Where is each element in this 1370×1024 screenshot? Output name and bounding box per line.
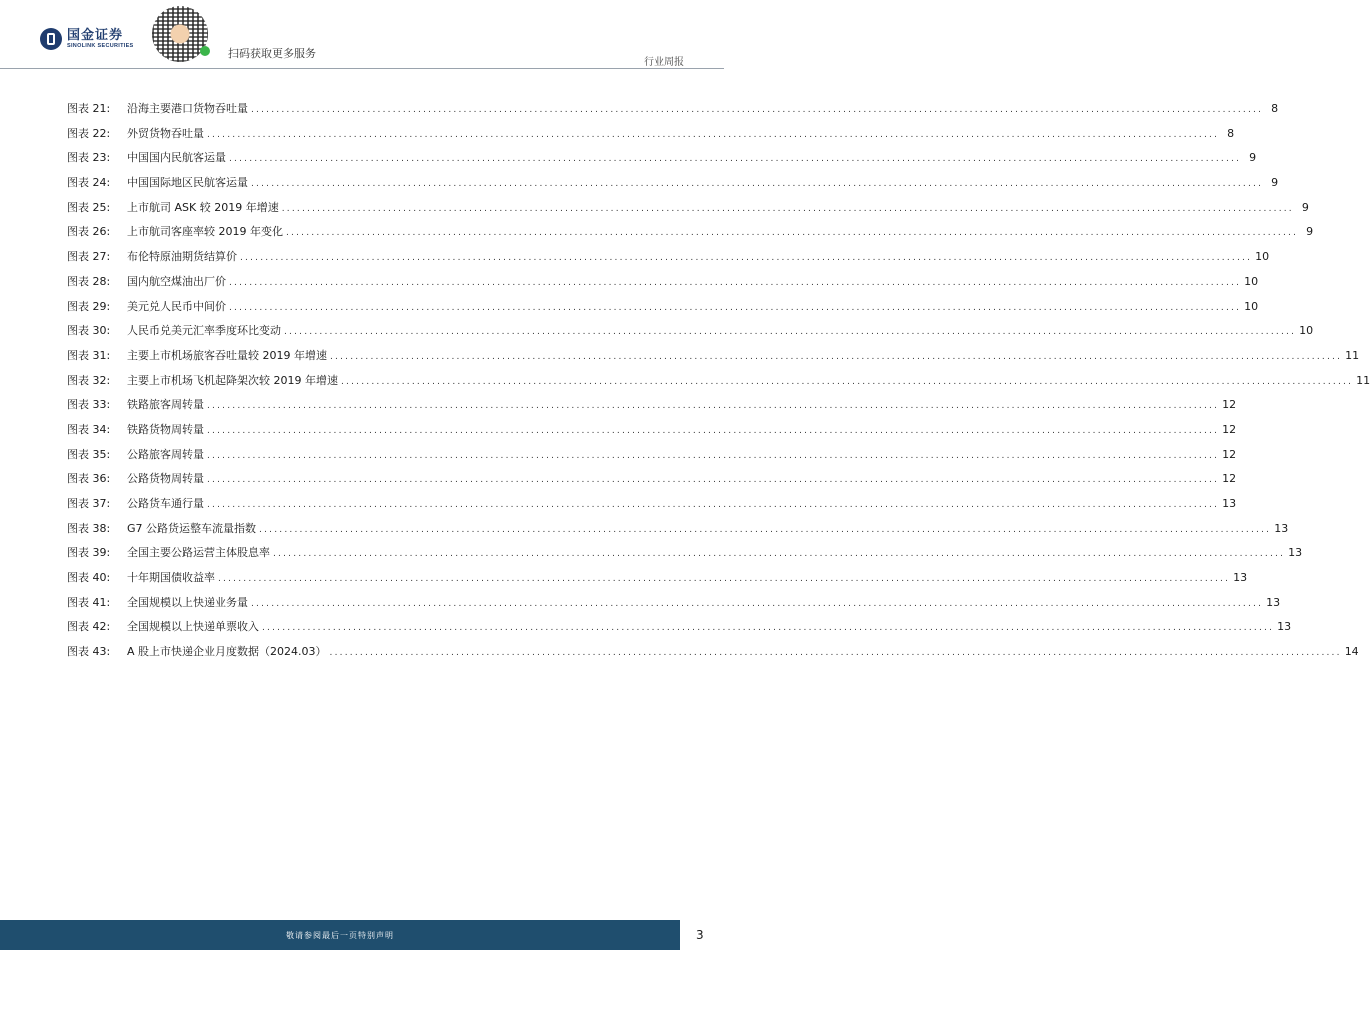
toc-leader-dots: ........................................................................................................................................................................................................ bbox=[229, 154, 1242, 165]
logo-english-name: SINOLINK SECURITIES bbox=[67, 42, 134, 49]
toc-entry-label: 图表 23: bbox=[67, 151, 111, 165]
toc-leader-dots: ........................................................................................................................................................................................................ bbox=[229, 302, 1242, 313]
table-of-figures bbox=[67, 100, 1370, 668]
toc-leader-dots: ........................................................................................................................................................................................................ bbox=[218, 574, 1231, 585]
toc-leader-dots: ........................................................................................................................................................................................................ bbox=[329, 648, 1342, 659]
wechat-badge-icon bbox=[200, 46, 210, 56]
toc-entry-page: 9 bbox=[1306, 225, 1314, 239]
toc-entry-label: 图表 29: bbox=[67, 299, 111, 313]
toc-entry-label: 图表 36: bbox=[67, 472, 111, 486]
toc-entry-title: 中国国际地区民航客运量 bbox=[127, 176, 248, 190]
toc-entry-page: 13 bbox=[1274, 521, 1289, 535]
toc-entry-label: 图表 32: bbox=[67, 373, 111, 387]
toc-entry-page: 13 bbox=[1277, 620, 1292, 634]
toc-entry[interactable] bbox=[67, 347, 1360, 372]
toc-entry[interactable] bbox=[67, 495, 1237, 520]
toc-entry-label: 图表 26: bbox=[67, 225, 111, 239]
toc-entry-title: 全国主要公路运营主体股息率 bbox=[127, 546, 270, 560]
toc-entry[interactable] bbox=[67, 569, 1248, 594]
toc-entry-label: 图表 22: bbox=[67, 126, 111, 140]
toc-entry[interactable] bbox=[67, 149, 1257, 174]
toc-entry-label: 图表 33: bbox=[67, 398, 111, 412]
toc-entry-label: 图表 39: bbox=[67, 546, 111, 560]
toc-entry-label: 图表 31: bbox=[67, 348, 111, 362]
toc-entry-page: 8 bbox=[1271, 102, 1279, 115]
toc-entry-page: 10 bbox=[1255, 250, 1270, 264]
toc-entry-label: 图表 42: bbox=[67, 620, 111, 634]
toc-entry[interactable] bbox=[67, 322, 1314, 347]
toc-leader-dots: ........................................................................................................................................................................................................ bbox=[207, 500, 1220, 510]
qr-code-icon bbox=[152, 6, 208, 62]
toc-entry-label: 图表 43: bbox=[67, 645, 111, 659]
toc-entry-page: 12 bbox=[1222, 398, 1237, 412]
toc-entry[interactable] bbox=[67, 470, 1237, 495]
toc-entry-label: 图表 37: bbox=[67, 497, 111, 510]
toc-entry-label: 图表 21: bbox=[67, 102, 111, 115]
toc-entry-title: 上市航司客座率较 2019 年变化 bbox=[127, 225, 283, 239]
toc-leader-dots: ........................................................................................................................................................................................................ bbox=[240, 253, 1253, 264]
toc-entry-page: 11 bbox=[1356, 373, 1370, 387]
toc-entry-title: 全国规模以上快递业务量 bbox=[127, 595, 248, 609]
toc-leader-dots: ........................................................................................................................................................................................................ bbox=[262, 623, 1275, 634]
toc-leader-dots: ........................................................................................................................................................................................................ bbox=[207, 450, 1220, 461]
toc-entry-title: 沿海主要港口货物吞吐量 bbox=[127, 102, 248, 115]
footer-disclaimer: 敬请参阅最后一页特别声明 bbox=[286, 930, 394, 940]
toc-entry-label: 图表 41: bbox=[67, 595, 111, 609]
toc-entry-page: 13 bbox=[1266, 595, 1281, 609]
sinolink-logo-icon bbox=[40, 28, 62, 50]
toc-entry-title: G7 公路货运整车流量指数 bbox=[127, 521, 257, 535]
toc-entry-title: 全国规模以上快递单票收入 bbox=[127, 620, 259, 634]
footer-bar bbox=[0, 920, 680, 950]
toc-leader-dots: ........................................................................................................................................................................................................ bbox=[341, 376, 1354, 387]
toc-entry-label: 图表 24: bbox=[67, 176, 111, 190]
toc-leader-dots: ........................................................................................................................................................................................................ bbox=[330, 351, 1343, 362]
toc-entry[interactable] bbox=[67, 446, 1237, 471]
toc-entry-label: 图表 25: bbox=[67, 200, 111, 214]
toc-leader-dots: ........................................................................................................................................................................................................ bbox=[286, 228, 1299, 239]
toc-leader-dots: ........................................................................................................................................................................................................ bbox=[281, 203, 1294, 214]
toc-entry-title: 主要上市机场旅客吞吐量较 2019 年增速 bbox=[127, 348, 327, 362]
toc-entry-page: 8 bbox=[1227, 126, 1235, 140]
toc-entry-title: 主要上市机场飞机起降架次较 2019 年增速 bbox=[127, 373, 338, 387]
toc-entry[interactable] bbox=[67, 248, 1270, 273]
toc-entry-title: 公路货车通行量 bbox=[127, 497, 204, 510]
toc-entry-title: 中国国内民航客运量 bbox=[127, 151, 226, 165]
toc-entry-title: 上市航司 ASK 较 2019 年增速 bbox=[127, 200, 279, 214]
toc-entry[interactable] bbox=[67, 125, 1235, 150]
toc-entry-page: 12 bbox=[1222, 447, 1237, 461]
toc-entry-page: 9 bbox=[1301, 200, 1309, 214]
sinolink-logo bbox=[40, 28, 134, 50]
toc-entry-page: 13 bbox=[1233, 571, 1248, 585]
toc-entry-page: 13 bbox=[1288, 546, 1303, 560]
toc-entry-title: 十年期国债收益率 bbox=[127, 571, 215, 585]
page-number: 3 bbox=[696, 928, 704, 942]
toc-leader-dots: ........................................................................................................................................................................................................ bbox=[259, 524, 1272, 535]
toc-entry-page: 11 bbox=[1345, 348, 1360, 362]
toc-entry[interactable] bbox=[67, 594, 1281, 619]
toc-entry-page: 12 bbox=[1222, 422, 1237, 436]
toc-leader-dots: ........................................................................................................................................................................................................ bbox=[251, 179, 1264, 190]
toc-entry-page: 10 bbox=[1244, 299, 1259, 313]
logo-chinese-name: 国金证券 bbox=[67, 27, 124, 43]
toc-entry[interactable] bbox=[67, 421, 1237, 446]
toc-leader-dots: ........................................................................................................................................................................................................ bbox=[207, 129, 1220, 140]
toc-entry-title: 人民币兑美元汇率季度环比变动 bbox=[127, 324, 281, 338]
toc-entry[interactable] bbox=[67, 396, 1237, 421]
toc-entry-title: 布伦特原油期货结算价 bbox=[127, 250, 237, 264]
toc-entry-label: 图表 40: bbox=[67, 571, 111, 585]
toc-entry-label: 图表 27: bbox=[67, 250, 111, 264]
page-header bbox=[0, 0, 724, 70]
toc-entry-title: 美元兑人民币中间价 bbox=[127, 299, 226, 313]
toc-leader-dots: ........................................................................................................................................................................................................ bbox=[273, 549, 1286, 560]
report-type: 行业周报 bbox=[644, 57, 684, 68]
toc-entry-label: 图表 34: bbox=[67, 422, 111, 436]
toc-entry-page: 9 bbox=[1249, 151, 1257, 165]
toc-entry-page: 14 bbox=[1344, 645, 1359, 659]
toc-entry-page: 10 bbox=[1244, 274, 1259, 288]
toc-entry-page: 9 bbox=[1271, 176, 1279, 190]
toc-leader-dots: ........................................................................................................................................................................................................ bbox=[207, 401, 1220, 412]
toc-leader-dots: ........................................................................................................................................................................................................ bbox=[251, 105, 1264, 115]
toc-entry-title: 外贸货物吞吐量 bbox=[127, 126, 204, 140]
toc-entry[interactable] bbox=[67, 618, 1292, 643]
toc-entry[interactable] bbox=[67, 223, 1314, 248]
toc-entry[interactable] bbox=[67, 520, 1289, 545]
toc-entry[interactable] bbox=[67, 174, 1279, 199]
toc-entry-label: 图表 30: bbox=[67, 324, 111, 338]
toc-entry-title: 公路旅客周转量 bbox=[127, 447, 204, 461]
toc-leader-dots: ........................................................................................................................................................................................................ bbox=[251, 598, 1264, 609]
toc-entry[interactable] bbox=[67, 298, 1259, 323]
toc-entry[interactable] bbox=[67, 372, 1370, 397]
toc-entry-page: 13 bbox=[1222, 497, 1237, 510]
toc-entry[interactable] bbox=[67, 273, 1259, 298]
toc-leader-dots: ........................................................................................................................................................................................................ bbox=[229, 277, 1242, 288]
toc-entry-label: 图表 28: bbox=[67, 274, 111, 288]
toc-entry-title: 公路货物周转量 bbox=[127, 472, 204, 486]
header-divider bbox=[0, 68, 724, 69]
toc-entry-page: 10 bbox=[1299, 324, 1314, 338]
toc-entry-title: 铁路货物周转量 bbox=[127, 422, 204, 436]
toc-entry[interactable] bbox=[67, 199, 1309, 224]
toc-entry-label: 图表 38: bbox=[67, 521, 111, 535]
qr-caption: 扫码获取更多服务 bbox=[228, 47, 316, 60]
toc-entry-page: 12 bbox=[1222, 472, 1237, 486]
toc-leader-dots: ........................................................................................................................................................................................................ bbox=[207, 425, 1220, 436]
toc-entry[interactable] bbox=[67, 643, 1359, 668]
toc-entry[interactable] bbox=[67, 544, 1303, 569]
toc-entry[interactable] bbox=[67, 100, 1279, 125]
toc-entry-title: A 股上市快递企业月度数据（2024.03） bbox=[127, 645, 327, 659]
toc-leader-dots: ........................................................................................................................................................................................................ bbox=[207, 475, 1220, 486]
toc-entry-label: 图表 35: bbox=[67, 447, 111, 461]
toc-leader-dots: ........................................................................................................................................................................................................ bbox=[284, 327, 1297, 338]
toc-entry-title: 国内航空煤油出厂价 bbox=[127, 274, 226, 288]
toc-entry-title: 铁路旅客周转量 bbox=[127, 398, 204, 412]
